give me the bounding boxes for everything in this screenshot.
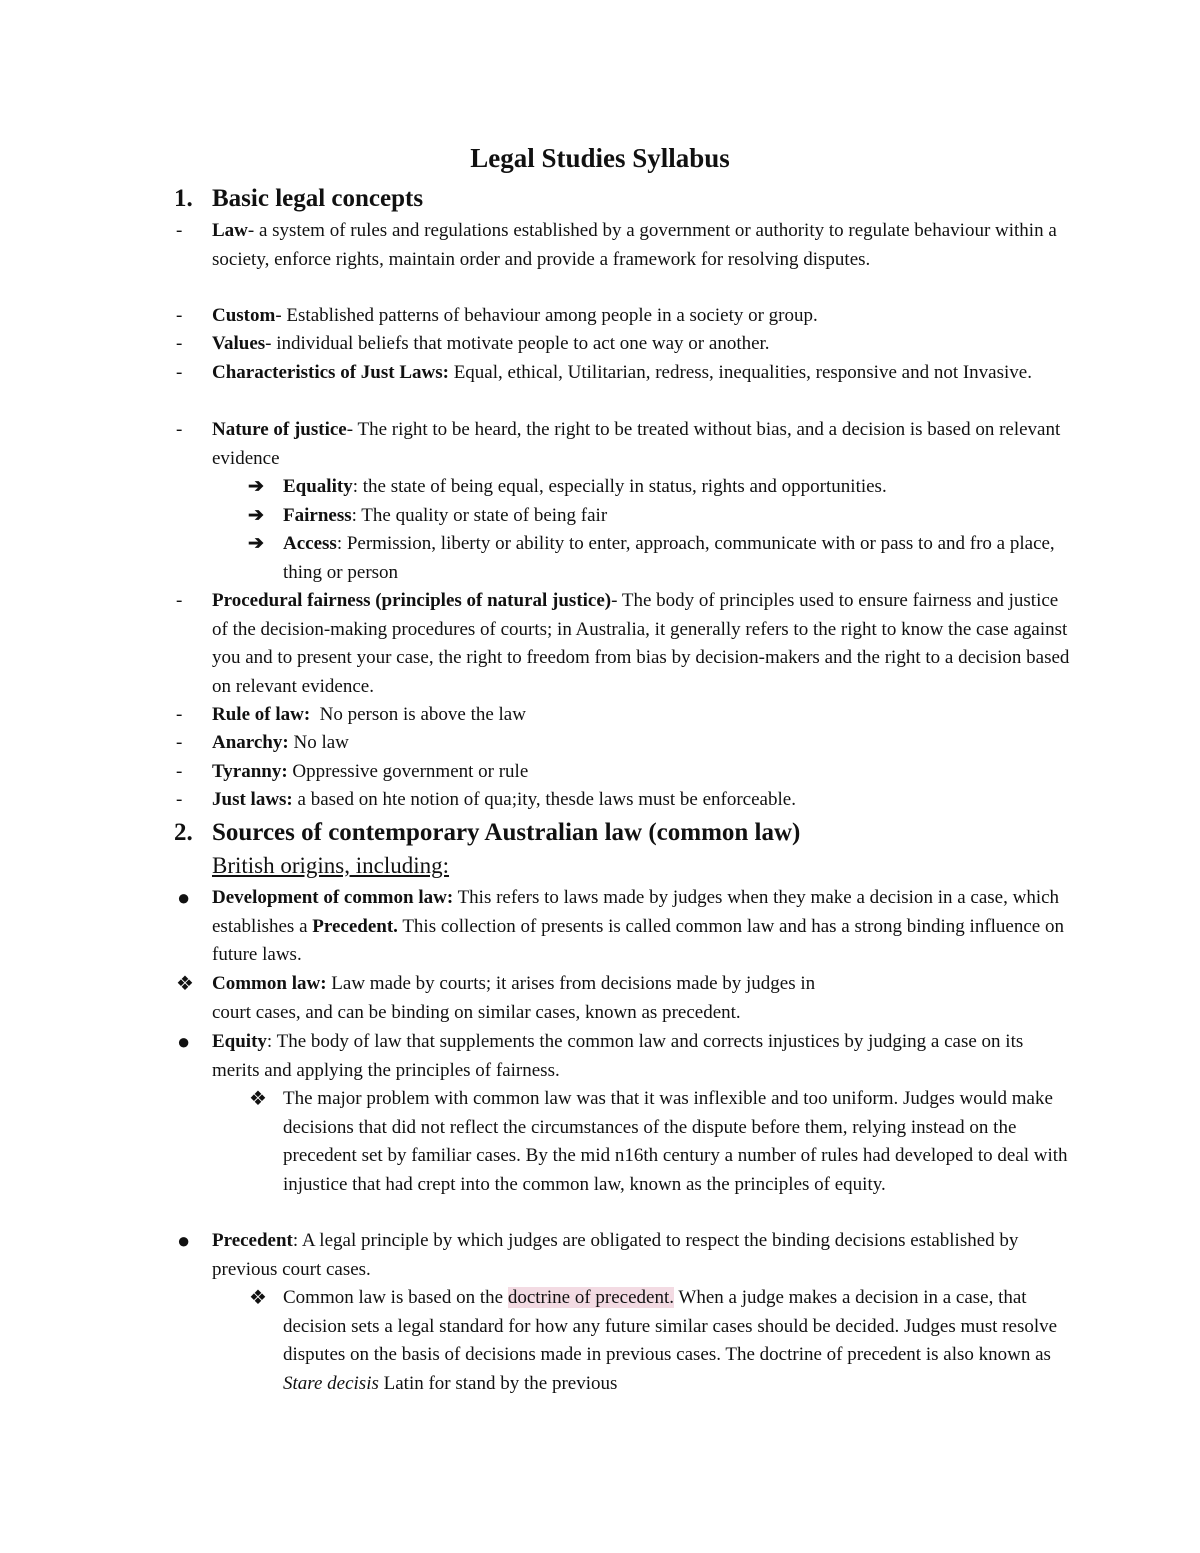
page-title: Legal Studies Syllabus [470, 143, 730, 173]
bullet-icon: ● [177, 1228, 191, 1253]
sub-item-fairness [283, 502, 1073, 531]
sub-item-equity-problem: The major problem with common law was that it was inflexible and too uniform. Judges would make decisions that did not reflect the circumstances of the dispute before them, relying instead on the precedent set by familiar cases. By the mid n16th century a number of rules had developed to deal with injustice that had crept into the common law, known as the principles of equity. [283, 1088, 1068, 1195]
definition: No person is above the law [310, 704, 526, 725]
dash-marker: - [176, 362, 183, 383]
list-item-tyranny [212, 758, 1072, 787]
term: Anarchy: [212, 732, 289, 753]
term: Custom [212, 305, 276, 326]
list-item-nature-of-justice [212, 416, 1072, 473]
definition: a based on hte notion of qua;ity, thesde laws must be enforceable. [292, 789, 796, 810]
definition-continued: This collection of presents is called common law and has a strong binding influence on future laws. [212, 915, 1064, 965]
list-item-law [212, 217, 1072, 274]
dash-marker: - [176, 590, 183, 611]
bold-term: Precedent. [312, 915, 398, 937]
definition: : The body of law that supplements the common law and corrects injustices by judging a case on its merits and applying the principles of fairness. [212, 1031, 1024, 1081]
dash-marker: - [176, 732, 183, 753]
diamond-bullet-icon: ❖ [249, 1088, 267, 1110]
list-item-common-law [212, 970, 1072, 1027]
sub-item-doctrine-of-precedent [283, 1284, 1073, 1398]
dash-marker: - [176, 704, 183, 725]
list-item-anarchy [212, 729, 1072, 758]
list-item-procedural-fairness [212, 587, 1072, 701]
section-number: 1. [174, 185, 193, 212]
sub-item-equality [283, 473, 1073, 502]
text: Common law is based on the [283, 1287, 508, 1308]
list-item-rule-of-law [212, 701, 1072, 730]
definition: Equal, ethical, Utilitarian, redress, inequalities, responsive and not Invasive. [448, 362, 1032, 383]
definition: Oppressive government or rule [287, 761, 529, 782]
definition: This refers to laws made by judges when they make a decision in a case, which establishes a [212, 887, 1060, 937]
bullet-icon: ● [177, 1029, 191, 1054]
definition-continued: court cases, and can be binding on similar cases, known as precedent. [212, 1001, 741, 1023]
term: Tyranny: [212, 761, 288, 782]
diamond-bullet-icon: ❖ [176, 973, 194, 995]
term: Law [212, 220, 248, 241]
bullet-icon: ● [177, 885, 191, 910]
dash-marker: - [176, 789, 183, 810]
term: Nature of justice [212, 419, 347, 440]
definition: - a system of rules and regulations established by a government or authority to regulate behaviour within a society, enforce rights, maintain order and provide a framework for resolving disputes. [212, 220, 1057, 270]
sub-item-access [283, 530, 1073, 587]
italic-term: Stare decisis [283, 1372, 379, 1394]
diamond-bullet-icon: ❖ [249, 1287, 267, 1309]
term: Just laws: [212, 789, 293, 810]
definition: : The quality or state of being fair [351, 505, 608, 526]
definition: No law [288, 732, 349, 753]
definition: - The body of principles used to ensure fairness and justice of the decision-making procedures of courts; in Australia, it generally refers to the right to know the case against you and to present your case, the right to freedom from bias by decision-makers and the right to a decision based on relevant evidence. [212, 590, 1070, 697]
definition: : the state of being equal, especially in status, rights and opportunities. [352, 476, 887, 497]
term: Characteristics of Just Laws: [212, 362, 449, 383]
section-1-heading [174, 182, 423, 216]
list-item-custom [212, 302, 1072, 331]
term: Fairness [283, 505, 352, 526]
term: Precedent [212, 1230, 293, 1251]
definition: - Established patterns of behaviour among people in a society or group. [275, 305, 818, 326]
arrow-icon: ➔ [248, 505, 264, 526]
term: Procedural fairness (principles of natural justice) [212, 590, 612, 611]
arrow-icon: ➔ [248, 476, 264, 497]
list-item-characteristics [212, 359, 1072, 388]
definition: - The right to be heard, the right to be treated without bias, and a decision is based on relevant evidence [212, 419, 1061, 469]
section-2-heading [174, 816, 800, 850]
section-number: 2. [174, 819, 193, 846]
dash-marker: - [176, 761, 183, 782]
highlighted-text: doctrine of precedent. [507, 1287, 674, 1308]
text-end: Latin for stand by the previous [378, 1372, 618, 1394]
dash-marker: - [176, 419, 183, 440]
term: Common law: [212, 973, 327, 994]
dash-marker: - [176, 305, 183, 326]
term: Access [283, 533, 337, 554]
dash-marker: - [176, 220, 183, 241]
list-item-just-laws [212, 786, 1072, 815]
section-subheading: British origins, including: [212, 853, 450, 878]
term: Equity [212, 1031, 267, 1052]
list-item-values [212, 330, 1072, 359]
dash-marker: - [176, 333, 183, 354]
term: Values [212, 333, 266, 354]
term: Equality [283, 476, 353, 497]
arrow-icon: ➔ [248, 533, 264, 554]
definition: Law made by courts; it arises from decisions made by judges in [326, 973, 816, 994]
list-item-precedent [212, 1227, 1072, 1284]
list-item-development-of-common-law [212, 884, 1072, 970]
definition: - individual beliefs that motivate people to act one way or another. [265, 333, 770, 354]
term: Rule of law: [212, 704, 311, 725]
section-title: Sources of contemporary Australian law (common law) [212, 819, 801, 846]
section-title: Basic legal concepts [212, 185, 424, 212]
definition: : Permission, liberty or ability to enter, approach, communicate with or pass to and fro a place, thing or person [283, 533, 1055, 583]
text-continued: When a judge makes a decision in a case, that decision sets a legal standard for how any future similar cases should be decided. Judges must resolve disputes on the basis of decisions made in previous cases. The doctrine of precedent is also known as [283, 1287, 1058, 1365]
term: Development of common law: [212, 887, 454, 908]
list-item-equity [212, 1028, 1072, 1085]
definition: : A legal principle by which judges are obligated to respect the binding decisions established by previous court cases. [212, 1230, 1019, 1280]
